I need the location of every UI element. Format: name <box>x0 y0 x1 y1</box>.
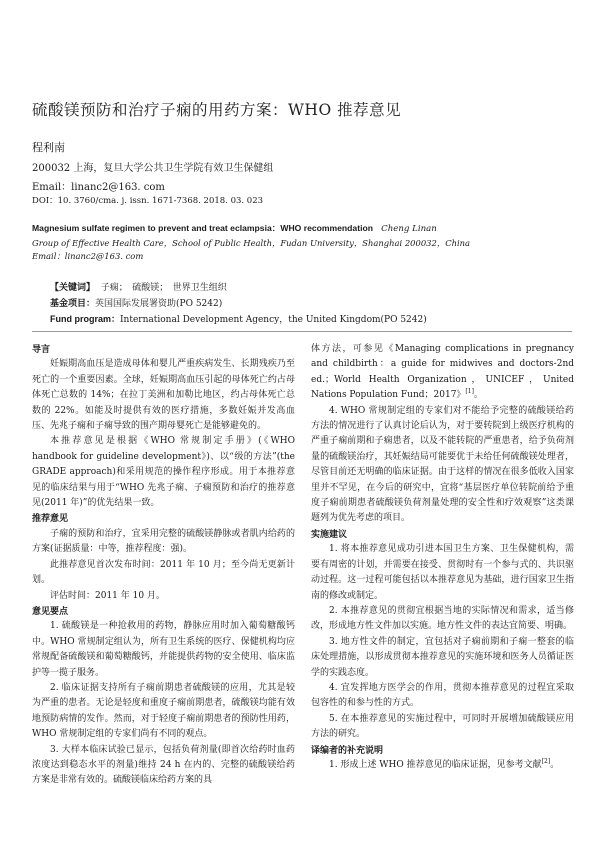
fund-en-text: International Development Agency，the United Kingdom(PO 5242) <box>120 315 427 325</box>
heading-notes: 译编者的补充说明 <box>311 744 384 755</box>
keywords-block <box>50 280 570 328</box>
english-title: Magnesium sulfate regimen to prevent and treat eclampsia：WHO recommendation <box>32 223 373 233</box>
keywords-label: 【关键词】 <box>50 282 96 292</box>
article-title: 硫酸镁预防和治疗子痫的用药方案：WHO 推荐意见 <box>32 101 402 119</box>
author-name: 程利南 <box>32 141 65 154</box>
paragraph: 妊娠期高血压是造成母体和婴儿严重疾病发生、长期残疾乃至死亡的一个重要因素。全球，妊娠期高血压引起的母体死亡约占母体死亡总数的 14%；在拉丁美洲和加勒比地区，约占母体死亡总数的 22%。如能及时提供有效的医疗措施，多数妊娠并发高血压、先兆子痫和子痫导致的围产期母婴死亡是能够避免的。 <box>32 359 295 432</box>
paragraph-text: 1. 形成上述 WHO 推荐意见的临床证据，见参考文献 <box>329 759 542 770</box>
paragraph: 3. 地方性文件的制定，宜包括对子痫前期和子痫一整套的临床处理措施，以形成贯彻本推荐意见的实施环境和医务人员循证医学的实践态度。 <box>311 636 574 678</box>
paragraph: 2. 本推荐意见的贯彻宜根据当地的实际情况和需求，适当修改，形成地方性文件加以实施。地方性文件的表达宜简要、明确。 <box>311 605 574 632</box>
paragraph-end: 。 <box>473 390 483 401</box>
paragraph: 本推荐意见是根据《WHO 常规制定手册》(《WHO handbook for guideline development》)、以“级的方法”(the GRADE approach)和采用规范的操作程序形成。用于本推荐意见的临床结果与用于“WHO 先兆子痫、子痫预防和治疗的推荐意见(2011 年)”的优先结果一致。 <box>32 436 295 509</box>
fund-label: 基金项目： <box>50 298 96 308</box>
paragraph: 4. 宜发挥地方医学会的作用，贯彻本推荐意见的过程宜采取包容性的和参与性的方式。 <box>311 682 574 709</box>
paragraph: 子痫的预防和治疗，宜采用完整的硫酸镁静脉或者肌内给药的方案(证据质量：中等，推荐程度：强)。 <box>32 528 295 555</box>
english-title-line <box>32 222 572 236</box>
heading-recommendation: 推荐意见 <box>32 513 69 524</box>
paragraph: 2. 临床证据支持所有子痫前期患者硫酸镁的应用，尤其是较为严重的患者。无论是轻度和重度子痫前期患者，硫酸镁均能有效地预防病情的发作。然而，对于轻度子痫前期患者的预防性用药，WHO 常规制定组的专家们尚有不同的观点。 <box>32 682 295 740</box>
heading-intro: 导言 <box>32 344 51 354</box>
paragraph: 4. WHO 常规制定组的专家们对不能给予完整的硫酸镁给药方法的情况进行了认真讨论后认为，对于要转院到上级医疗机构的严重子痫前期和子痫患者，以及不能转院的严重患者，给予负荷剂量的硫酸镁治疗，其妊娠结局可能要优于未给任何硫酸镁处理者，尽管目前还无明确的临床证据。由于这样的情况在很多低收入国家里并不罕见，在今后的研究中，宜将“基层医疗单位转院前给予重度子痫前期患者硫酸镁负荷剂量处理的安全性和疗效观察”这类课题列为优先考虑的项目。 <box>311 405 574 524</box>
fund-en-line <box>50 312 570 328</box>
right-column <box>311 342 574 773</box>
left-column <box>32 342 295 789</box>
paragraph <box>311 342 574 404</box>
heading-implementation: 实施建议 <box>311 528 348 539</box>
fund-en-label: Fund program： <box>50 314 120 324</box>
paragraph: 1. 硫酸镁是一种抢救用的药物，静脉应用时加入葡萄糖酸钙中。WHO 常规制定组认为，所有卫生系统的医疗、保健机构均应常规配备硫酸镁和葡萄糖酸钙，并能提供药物的安全使用、临床监护等一揽子服务。 <box>32 621 295 678</box>
author-email: Email：linanc2@163. com <box>32 182 165 193</box>
paragraph: 此推荐意见首次发布时间：2011 年 10 月；至今尚无更新计划。 <box>32 559 295 586</box>
citation-ref: [1] <box>465 388 474 396</box>
english-affiliation-block <box>32 237 572 263</box>
section-divider <box>32 331 572 332</box>
english-email: Email：linanc2@163. com <box>32 251 144 261</box>
paragraph-text: 体方法，可参见《Managing complications in pregnancy and childbirth：a guide for midwives and doctors-2nd ed.；World Health Organization，UNICEF，United Nations Population Fund；2017》 <box>311 344 574 401</box>
paragraph: 5. 在本推荐意见的实施过程中，可同时开展增加硫酸镁应用方法的研究。 <box>311 713 574 740</box>
english-author: Cheng Linan <box>381 224 437 234</box>
paragraph <box>311 758 574 773</box>
keywords-text: 子痫； 硫酸镁； 世界卫生组织 <box>100 283 227 293</box>
citation-ref: [2] <box>541 757 551 765</box>
paragraph: 评估时间：2011 年 10 月。 <box>50 590 165 601</box>
paragraph-end: 。 <box>550 759 560 770</box>
doi-line: DOI：10. 3760/cma. j. issn. 1671-7368. 2018. 03. 023 <box>32 196 264 206</box>
fund-line <box>50 296 570 312</box>
keywords-line <box>50 280 570 296</box>
heading-key-points: 意见要点 <box>32 605 69 616</box>
paragraph: 1. 将本推荐意见成功引进本国卫生方案、卫生保健机构，需要有周密的计划，并需要在接受、贯彻时有一个参与式的、共识驱动过程。这一过程可能包括以本推荐意见为基础，进行国家卫生指南的修改或制定。 <box>311 544 574 601</box>
author-affiliation: 200032 上海，复旦大学公共卫生学院有效卫生保健组 <box>32 163 274 174</box>
english-affiliation: Group of Effective Health Care，School of Public Health，Fudan University，Shanghai 200032，China <box>32 238 471 248</box>
paragraph: 3. 大样本临床试验已显示，包括负荷剂量(即首次给药时血药浓度达到稳态水平的剂量)维持 24 h 在内的、完整的硫酸镁给药方案是非常有效的。硫酸镁临床给药方案的具 <box>32 744 295 786</box>
fund-text: 英国国际发展署资助(PO 5242) <box>95 299 223 309</box>
